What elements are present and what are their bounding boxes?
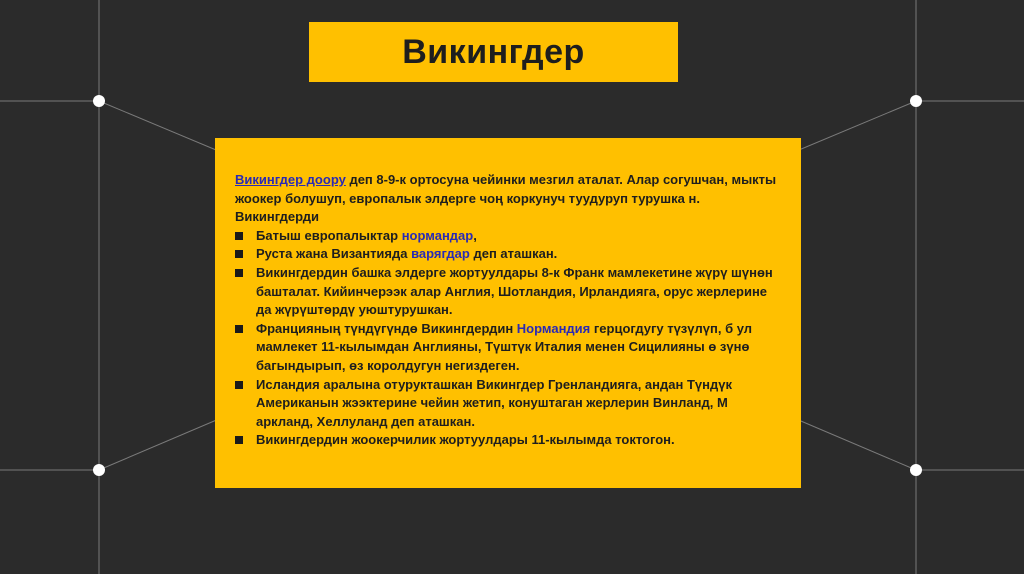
normans-link[interactable]: нормандар bbox=[401, 227, 474, 243]
list-item bbox=[235, 431, 781, 450]
list-item bbox=[235, 245, 781, 264]
list-item bbox=[235, 264, 781, 320]
bullet-square-icon bbox=[235, 325, 243, 333]
bullet-text: Викингдердин башка элдерге жортуулдары 8-к Франк мамлекетине жүрү шүнөн башталат. Кийинчерээк алар Англия, Шотландия, Ирландияга, орус жерлерине да жүрүштөрдү уюштурушкан. bbox=[256, 264, 773, 318]
node-dot-top-right bbox=[910, 95, 922, 107]
intro-text: деп 8-9-к ортосуна чейинки мезгил аталат. Алар согушчан, мыкты жоокер болушуп, европалык элдерге чоң коркунуч туудуруп турушка н. Викингдерди bbox=[235, 172, 777, 225]
list-item bbox=[235, 376, 781, 432]
bullet-square-icon bbox=[235, 269, 243, 277]
content-panel bbox=[215, 138, 801, 488]
node-dot-top-left bbox=[93, 95, 105, 107]
bullet-square-icon bbox=[235, 250, 243, 258]
intro-paragraph bbox=[235, 171, 781, 227]
normandy-link[interactable]: Нормандия bbox=[516, 320, 591, 336]
bullet-list bbox=[235, 227, 781, 450]
bullet-square-icon bbox=[235, 232, 243, 240]
varangians-link[interactable]: варягдар bbox=[411, 246, 470, 262]
slide-title: Викингдер bbox=[402, 32, 585, 71]
bullet-text: , bbox=[473, 227, 477, 243]
title-banner bbox=[309, 22, 678, 82]
bullet-square-icon bbox=[235, 381, 243, 389]
bullet-square-icon bbox=[235, 436, 243, 444]
bullet-text: Руста жана Византияда bbox=[256, 246, 412, 262]
bullet-text: Батыш европалыктар bbox=[256, 227, 402, 243]
node-dot-bottom-left bbox=[93, 464, 105, 476]
bullet-text: Исландия аралына отурукташкан Викингдер Гренландияга, андан Түндүк Американын жээктерине чейин жетип, конуштаган жерлерин Винланд, М аркланд, Хеллуланд деп аташкан. bbox=[256, 376, 732, 429]
node-dot-bottom-right bbox=[910, 464, 922, 476]
intro-link[interactable]: Викингдер доору bbox=[235, 172, 346, 187]
bullet-text: Викингдердин жоокерчилик жортуулдары 11-кылымда токтогон. bbox=[256, 432, 675, 448]
bullet-text: герцогдугу түзүлүп, б ул мамлекет 11-кылымдан Англияны, Түштүк Италия менен Сицилияны ө зүнө багындырып, өз королдугун негиздеген. bbox=[256, 320, 753, 373]
bullet-text: деп аташкан. bbox=[469, 246, 558, 262]
list-item bbox=[235, 227, 781, 246]
bullet-text: Францияның түндүгүндө Викингдердин bbox=[256, 320, 517, 336]
list-item bbox=[235, 320, 781, 376]
